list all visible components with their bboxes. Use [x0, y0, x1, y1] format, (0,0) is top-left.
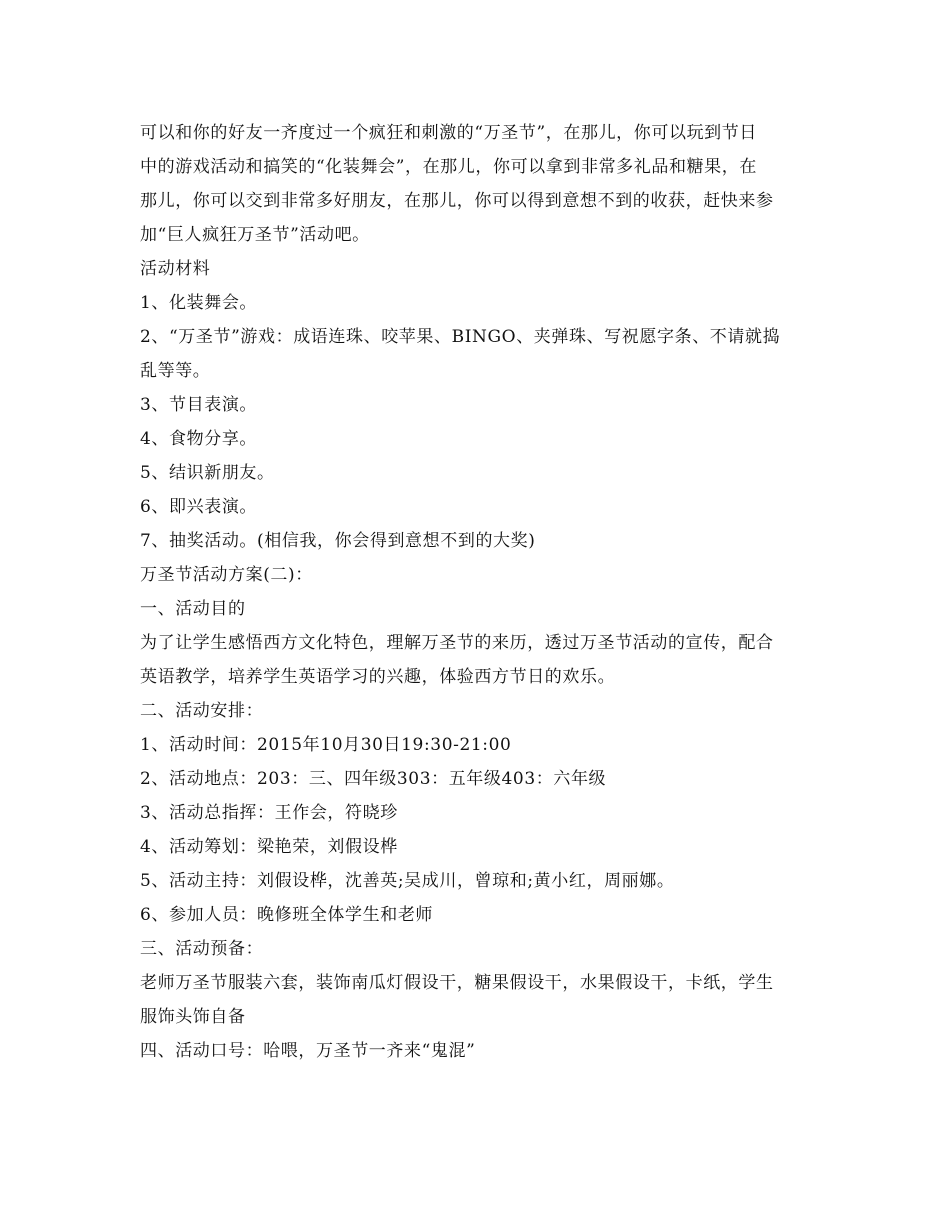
paragraph-line: 那儿，你可以交到非常多好朋友，在那儿，你可以得到意想不到的收获，赶快来参	[140, 191, 774, 211]
paragraph-line: 中的游戏活动和搞笑的“化装舞会”，在那儿，你可以拿到非常多礼品和糖果，在	[140, 157, 757, 177]
list-item: 2、活动地点：203：三、四年级303：五年级403：六年级	[140, 769, 607, 789]
list-item: 4、活动筹划：梁艳荣，刘假设桦	[140, 837, 398, 857]
paragraph-line: 老师万圣节服装六套，装饰南瓜灯假设干，糖果假设干，水果假设干，卡纸，学生	[140, 973, 774, 993]
paragraph-line: 服饰头饰自备	[140, 1007, 246, 1027]
list-item: 3、节目表演。	[140, 395, 258, 415]
paragraph-line: 为了让学生感悟西方文化特色，理解万圣节的来历，透过万圣节活动的宣传，配合	[140, 633, 774, 653]
list-item: 1、活动时间：2015年10月30日19:30-21:00	[140, 735, 512, 755]
list-item: 6、参加人员：晚修班全体学生和老师	[140, 905, 434, 925]
list-item: 6、即兴表演。	[140, 497, 258, 517]
list-item: 2、“万圣节”游戏：成语连珠、咬苹果、BINGO、夹弹珠、写祝愿字条、不请就捣	[140, 327, 781, 347]
section-heading: 活动材料	[140, 259, 211, 279]
list-item: 1、化装舞会。	[140, 293, 258, 313]
paragraph-line: 英语教学，培养学生英语学习的兴趣，体验西方节日的欢乐。	[140, 667, 616, 687]
list-item-continuation: 乱等等。	[140, 361, 211, 381]
list-item: 7、抽奖活动。(相信我，你会得到意想不到的大奖)	[140, 531, 536, 551]
paragraph-line: 加“巨人疯狂万圣节”活动吧。	[140, 225, 370, 245]
paragraph-line: 可以和你的好友一齐度过一个疯狂和刺激的“万圣节”，在那儿，你可以玩到节日	[140, 123, 757, 143]
list-item: 5、活动主持：刘假设桦，沈善英;吴成川，曾琼和;黄小红，周丽娜。	[140, 871, 675, 891]
list-item: 3、活动总指挥：王作会，符晓珍	[140, 803, 398, 823]
section-heading: 二、活动安排：	[140, 701, 264, 721]
section-heading: 三、活动预备：	[140, 939, 264, 959]
list-item: 4、食物分享。	[140, 429, 258, 449]
section-heading: 四、活动口号：哈喂，万圣节一齐来“鬼混”	[140, 1041, 476, 1061]
section-heading: 万圣节活动方案(二)：	[140, 565, 313, 585]
document-body	[140, 116, 814, 1068]
list-item: 5、结识新朋友。	[140, 463, 275, 483]
section-heading: 一、活动目的	[140, 599, 246, 619]
